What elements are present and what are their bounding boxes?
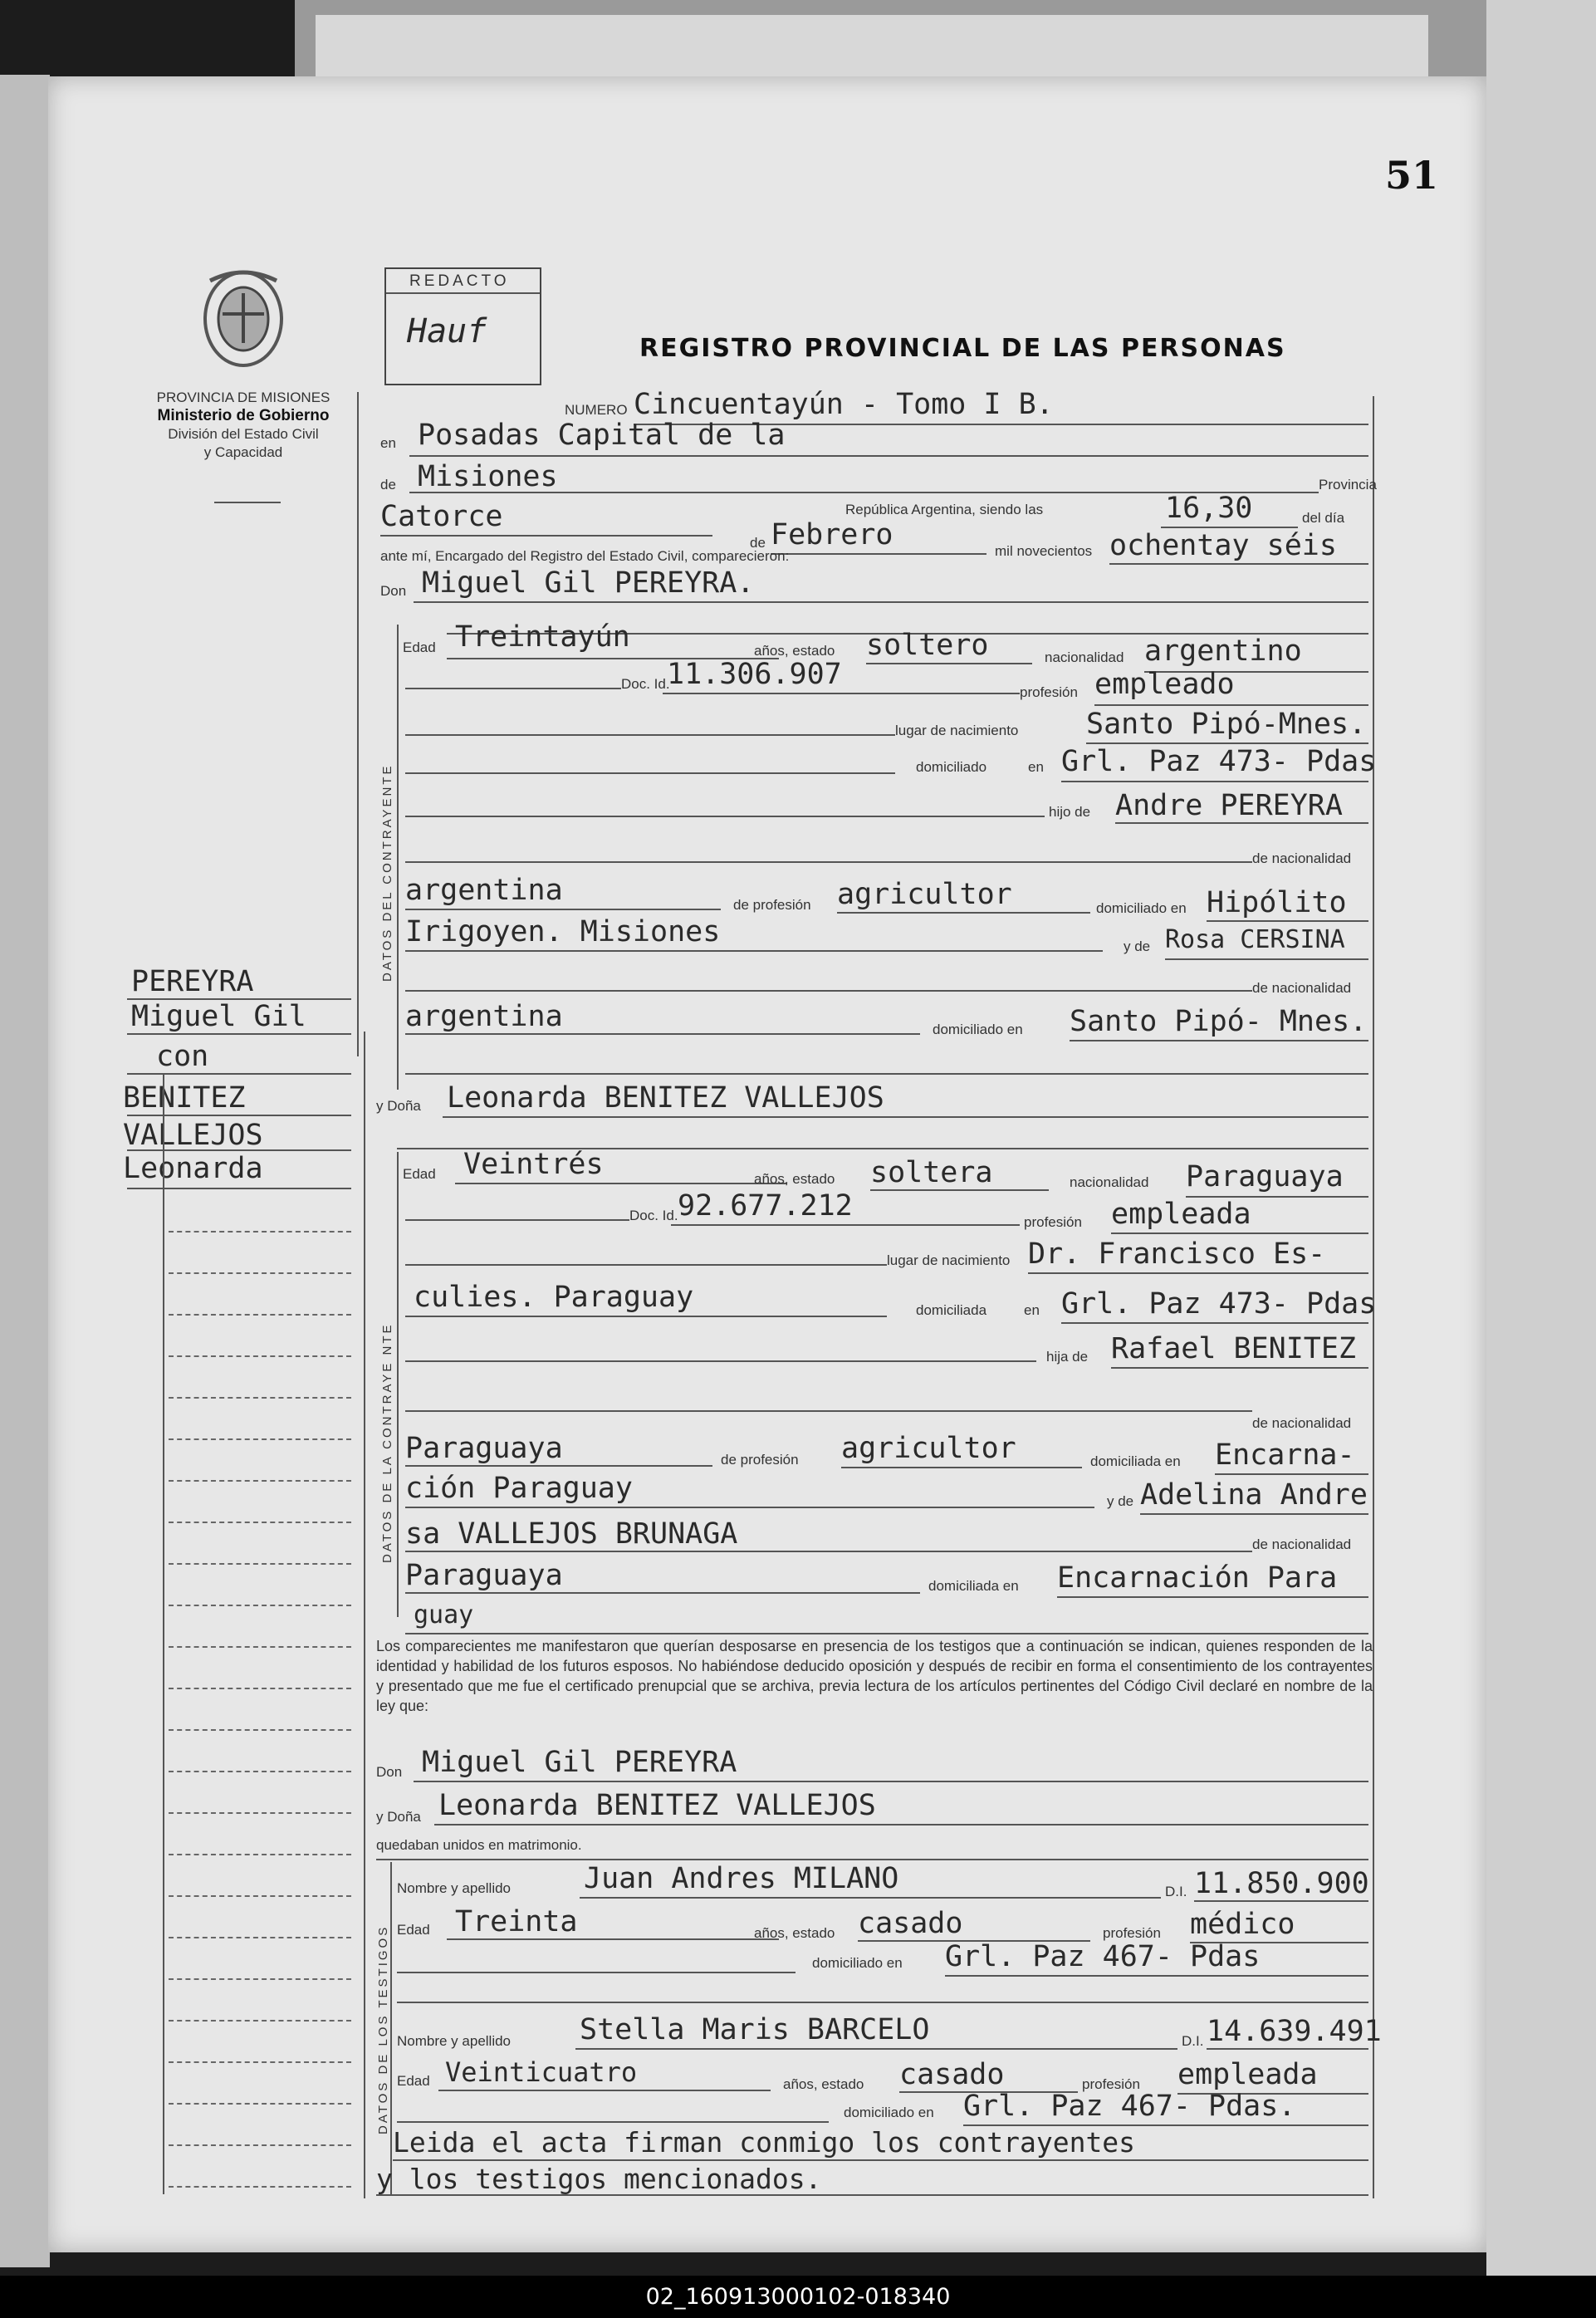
m-domiciliada-label: domiciliada: [916, 1302, 987, 1318]
de-label: de: [380, 477, 396, 493]
redacto-box: [384, 267, 541, 385]
m-doc-value: 92.677.212: [678, 1189, 853, 1223]
image-id-footer: 02_160913000102-018340: [0, 2276, 1596, 2318]
margin-name-2: Leonarda: [123, 1152, 263, 1185]
h-madre-nac-label: de nacionalidad: [1252, 980, 1352, 996]
h-de-profesion-label: de profesión: [733, 897, 811, 913]
t2-anos-estado-label: años, estado: [783, 2076, 864, 2092]
t2-nombre-label: Nombre y apellido: [397, 2033, 512, 2049]
background-right: [1486, 0, 1596, 2276]
m-profesion-value: empleada: [1111, 1198, 1251, 1231]
t1-nombre-label: Nombre y apellido: [397, 1880, 512, 1896]
de-value: Misiones: [418, 460, 558, 493]
h-doc-value: 11.306.907: [667, 658, 842, 691]
coat-of-arms-seal: [198, 264, 289, 372]
provincia-label: Provincia: [1319, 477, 1377, 493]
h-nacionalidad-value: argentino: [1144, 635, 1302, 668]
declaration-paragraph: Los comparecientes me manifestaron que querían desposarse en presencia de los testigos que a continuación se indican, quienes responden de la identidad y habilidad de los futuros esposos. No habiéndose deducido oposición y después de recibir en forma el consentimiento de los contrayentes y presentado que me fue el certificado prenupcial que se archiva, previa lectura de los artículos pertinentes del Código Civil declaré en nombre de la ley que:: [376, 1638, 1373, 1714]
h-nacionalidad-label: nacionalidad: [1045, 649, 1124, 665]
h-padre-nac-value: argentina: [405, 874, 563, 907]
h-domiciliado-label: domiciliado: [916, 759, 987, 775]
org-line-1: PROVINCIA DE MISIONES: [156, 390, 330, 405]
h-anos-estado-label: años, estado: [754, 643, 835, 659]
side-label-contrayente: DATOS DEL CONTRAYENTE: [380, 763, 394, 982]
h-edad-value: Treintayún: [455, 620, 630, 654]
t2-profesion-label: profesión: [1082, 2076, 1140, 2092]
m-edad-label: Edad: [403, 1166, 436, 1182]
h-profesion-label: profesión: [1020, 684, 1078, 700]
h-lugar-label: lugar de nacimiento: [895, 723, 1019, 738]
register-page: [48, 76, 1486, 2252]
t2-profesion-value: empleada: [1177, 2058, 1318, 2091]
t2-domiciliado-label: domiciliado en: [844, 2105, 934, 2120]
t2-di-value: 14.639.491: [1207, 2015, 1382, 2048]
ante-mi-label: ante mí, Encargado del Registro del Estado Civil, comparecieron:: [380, 548, 790, 564]
don-value: Miguel Gil PEREYRA.: [422, 566, 755, 600]
h-madre-dom-label: domiciliado en: [933, 1022, 1023, 1037]
h-padre-dom1-value: Hipólito: [1207, 886, 1347, 919]
t1-nombre-value: Juan Andres MILANO: [584, 1862, 899, 1895]
anio-value: ochentay séis: [1109, 529, 1337, 562]
h-estado-value: soltero: [866, 629, 989, 662]
page-title: REGISTRO PROVINCIAL DE LAS PERSONAS: [639, 334, 1286, 363]
h-padre-prof-value: agricultor: [837, 878, 1012, 911]
de2-label: de: [750, 535, 766, 551]
closing-line-2: y los testigos mencionados.: [376, 2163, 822, 2195]
h-doc-label: Doc. Id.: [621, 676, 670, 692]
m-profesion-label: profesión: [1024, 1214, 1082, 1230]
h-lugar-value: Santo Pipó-Mnes.: [1086, 708, 1367, 741]
redacto-label: REDACTO: [409, 272, 510, 290]
m-de-profesion-label: de profesión: [721, 1452, 799, 1468]
t1-edad-label: Edad: [397, 1922, 430, 1938]
side-label-contrayente-f: DATOS DE LA CONTRAYE NTE: [380, 1322, 394, 1563]
t1-profesion-label: profesión: [1103, 1925, 1161, 1941]
decl-dona-value: Leonarda BENITEZ VALLEJOS: [438, 1789, 876, 1822]
t1-di-value: 11.850.900: [1194, 1867, 1369, 1900]
background-strip: [316, 15, 1428, 81]
m-padre-dom2-value: ción Paraguay: [405, 1472, 633, 1505]
m-padre-nac-label: de nacionalidad: [1252, 1415, 1352, 1431]
m-lugar-label: lugar de nacimiento: [887, 1252, 1011, 1268]
closing-line-1: Leida el acta firman conmigo los contrayentes: [393, 2126, 1136, 2159]
margin-surname-3: VALLEJOS: [123, 1119, 263, 1152]
m-anos-estado-label: años, estado: [754, 1171, 835, 1187]
m-madre-nac-value: Paraguaya: [405, 1559, 563, 1592]
org-block: [123, 389, 364, 462]
book-spine: [0, 75, 50, 2267]
quedaban-label: quedaban unidos en matrimonio.: [376, 1837, 582, 1853]
h-madre-dom-value: Santo Pipó- Mnes.: [1070, 1005, 1368, 1038]
t2-estado-value: casado: [899, 2058, 1005, 2091]
h-domiciliado-en-label: domiciliado en: [1096, 900, 1187, 916]
h-madre-nac-value: argentina: [405, 1000, 563, 1033]
h-en-label: en: [1028, 759, 1044, 775]
del-dia-label: del día: [1302, 510, 1345, 526]
t2-domicilio-value: Grl. Paz 467- Pdas.: [963, 2090, 1296, 2123]
org-line-3: División del Estado Civil: [168, 426, 319, 442]
m-en-label: en: [1024, 1302, 1040, 1318]
h-madre-value: Rosa CERSINA: [1165, 925, 1345, 954]
page-number: 51: [1385, 153, 1439, 198]
dona-value: Leonarda BENITEZ VALLEJOS: [447, 1081, 884, 1115]
t1-domiciliado-label: domiciliado en: [812, 1955, 903, 1971]
m-madre-dom1-value: Encarnación Para: [1057, 1561, 1338, 1595]
m-hija-de-label: hija de: [1046, 1349, 1089, 1365]
decl-don-label: Don: [376, 1764, 403, 1780]
m-madre1-value: Adelina Andre: [1140, 1478, 1368, 1512]
t2-edad-label: Edad: [397, 2073, 430, 2089]
org-line-4: y Capacidad: [203, 444, 283, 460]
h-profesion-value: empleado: [1094, 668, 1235, 701]
don-label: Don: [380, 583, 407, 599]
h-edad-label: Edad: [403, 640, 436, 655]
t1-estado-value: casado: [858, 1907, 963, 1940]
h-hijo-de-label: hijo de: [1049, 804, 1091, 820]
m-domiciliada-en-label: domiciliada en: [1090, 1453, 1181, 1469]
m-padre-prof-value: agricultor: [841, 1432, 1016, 1465]
m-madre-nac-label: de nacionalidad: [1252, 1536, 1352, 1552]
m-madre-dom2-value: guay: [414, 1600, 474, 1629]
h-padre-nac-label: de nacionalidad: [1252, 850, 1352, 866]
en-value: Posadas Capital de la: [418, 419, 786, 452]
t2-nombre-value: Stella Maris BARCELO: [580, 2013, 930, 2046]
m-edad-value: Veintrés: [463, 1148, 604, 1181]
m-padre-nac-value: Paraguaya: [405, 1432, 563, 1465]
republica-label: República Argentina, siendo las: [845, 502, 1044, 517]
h-padre-dom2-value: Irigoyen. Misiones: [405, 915, 721, 948]
m-nacionalidad-value: Paraguaya: [1186, 1160, 1344, 1193]
m-doc-label: Doc. Id.: [629, 1208, 678, 1223]
margin-name-1: Miguel Gil: [131, 1000, 306, 1033]
redacto-signature: Hauf: [407, 312, 487, 350]
en-label: en: [380, 435, 396, 451]
m-madre2-value: sa VALLEJOS BRUNAGA: [405, 1517, 738, 1551]
margin-surname-2: BENITEZ: [123, 1081, 246, 1115]
decl-y-dona-label: y Doña: [376, 1809, 421, 1825]
mil-novecientos-label: mil novecientos: [995, 543, 1093, 559]
m-padre-value: Rafael BENITEZ: [1111, 1332, 1357, 1365]
h-domicilio-value: Grl. Paz 473- Pdas: [1061, 745, 1377, 778]
m-padre-dom1-value: Encarna-: [1215, 1438, 1355, 1472]
h-padre-value: Andre PEREYRA: [1115, 789, 1343, 822]
org-line-2: Ministerio de Gobierno: [157, 407, 330, 424]
m-madre-dom-label: domiciliada en: [928, 1578, 1019, 1594]
t1-domicilio-value: Grl. Paz 467- Pdas: [945, 1940, 1261, 1973]
margin-surname-1: PEREYRA: [131, 965, 254, 998]
y-dona-label: y Doña: [376, 1098, 421, 1114]
m-nacionalidad-label: nacionalidad: [1070, 1174, 1149, 1190]
numero-label: NUMERO: [565, 402, 628, 418]
h-y-de-label: y de: [1124, 938, 1151, 954]
m-lugar1-value: Dr. Francisco Es-: [1028, 1237, 1326, 1271]
m-lugar2-value: culies. Paraguay: [414, 1281, 694, 1314]
margin-con: con: [156, 1040, 209, 1073]
t1-profesion-value: médico: [1190, 1908, 1295, 1941]
t2-di-label: D.I.: [1182, 2033, 1204, 2049]
side-label-testigos: DATOS DE LOS TESTIGOS: [376, 1924, 390, 2134]
decl-don-value: Miguel Gil PEREYRA: [422, 1746, 737, 1779]
numero-value: Cincuentayún - Tomo I B.: [634, 388, 1054, 421]
t1-edad-value: Treinta: [455, 1905, 578, 1938]
m-y-de-label: y de: [1107, 1493, 1134, 1509]
hora-value: 16,30: [1165, 492, 1253, 525]
m-estado-value: soltera: [870, 1156, 993, 1189]
t1-anos-estado-label: años, estado: [754, 1925, 835, 1941]
t2-edad-value: Veinticuatro: [445, 2056, 638, 2088]
mes-value: Febrero: [771, 518, 893, 551]
m-domicilio-value: Grl. Paz 473- Pdas: [1061, 1287, 1377, 1321]
dia-value: Catorce: [380, 500, 503, 533]
t1-di-label: D.I.: [1165, 1884, 1187, 1899]
